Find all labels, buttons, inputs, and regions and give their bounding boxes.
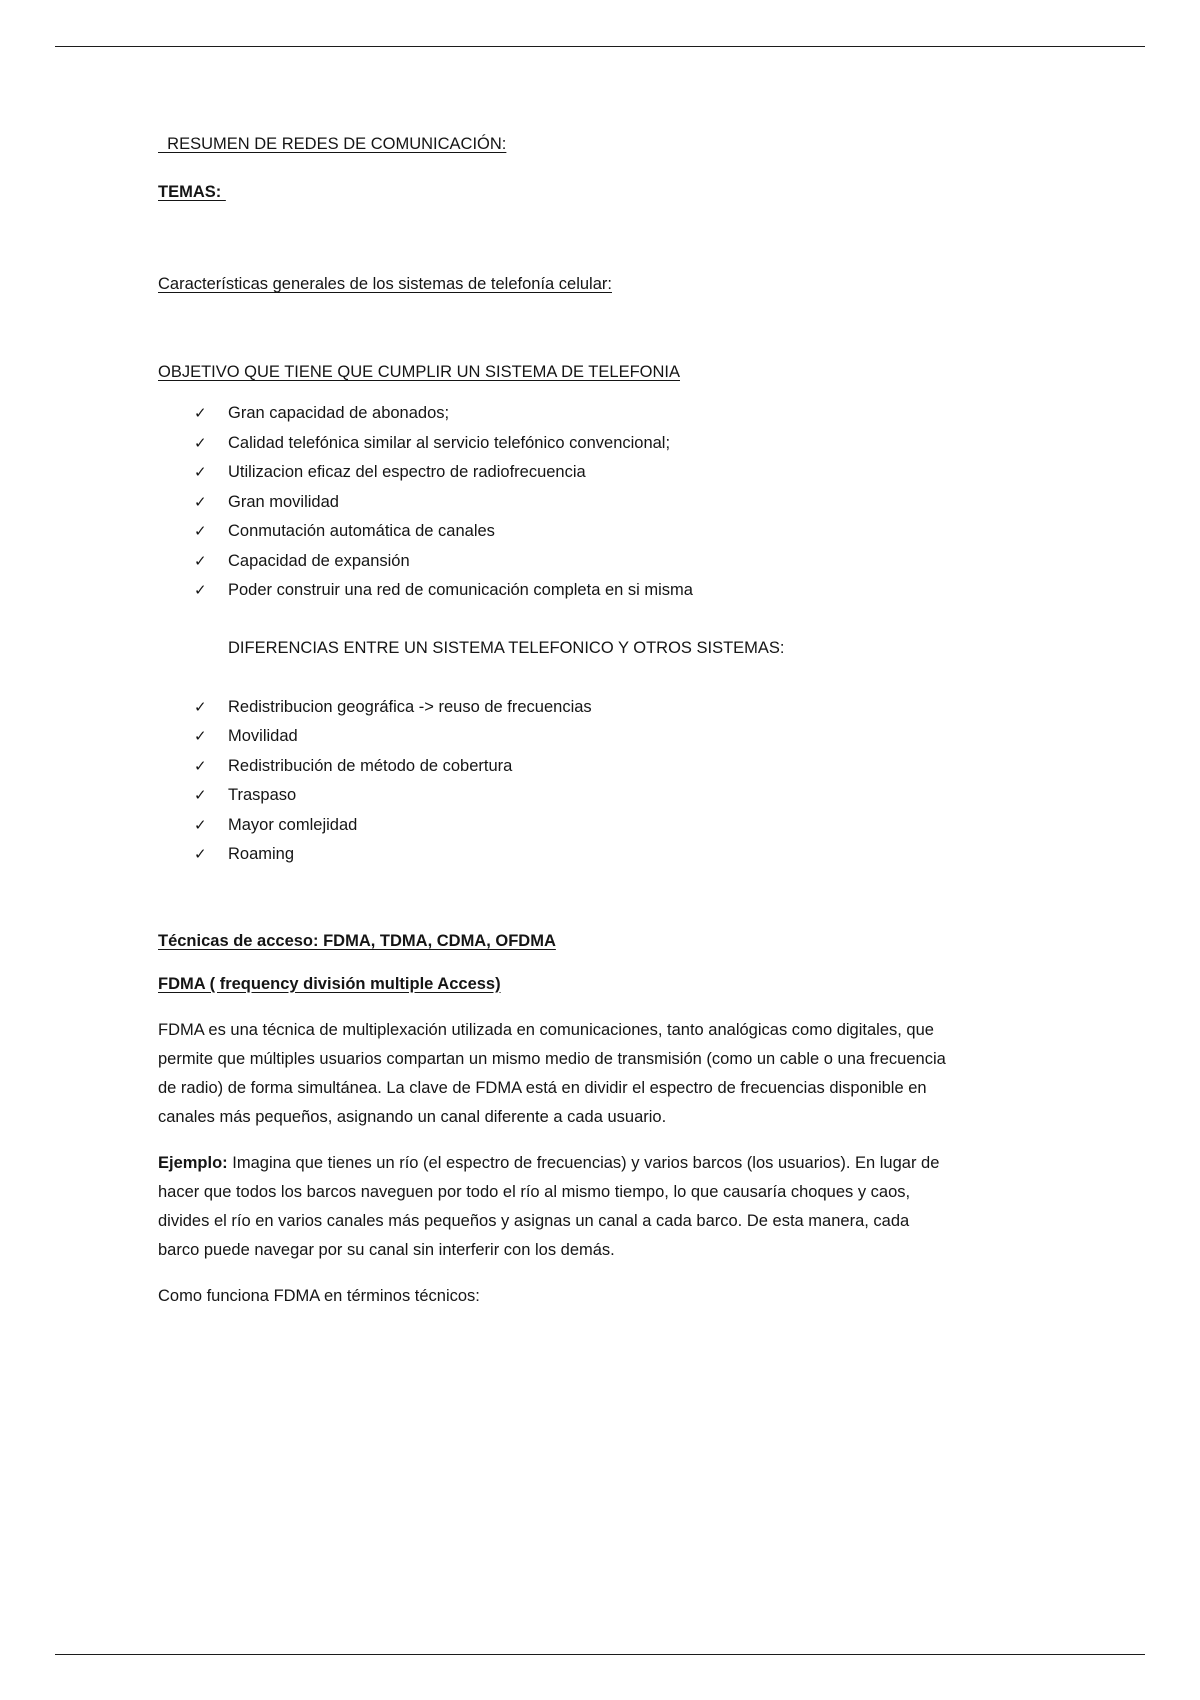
list-item bbox=[158, 781, 950, 811]
diferencias-checklist bbox=[158, 693, 950, 870]
list-item bbox=[158, 488, 950, 518]
temas-heading bbox=[158, 178, 950, 207]
list-item-text: Capacidad de expansión bbox=[228, 551, 410, 570]
list-item-text: Calidad telefónica similar al servicio telefónico convencional; bbox=[228, 433, 671, 452]
check-icon: ✓ bbox=[194, 757, 207, 775]
fdma-heading bbox=[158, 970, 950, 999]
check-icon: ✓ bbox=[194, 523, 207, 540]
list-item-text: Redistribución de método de cobertura bbox=[228, 756, 513, 775]
list-item bbox=[158, 458, 950, 488]
list-item-text: Gran capacidad de abonados; bbox=[228, 404, 450, 422]
list-item bbox=[158, 547, 950, 577]
list-item-text: Redistribucion geográfica -> reuso de frecuencias bbox=[228, 697, 592, 716]
objetivo-checklist bbox=[158, 399, 950, 606]
list-item bbox=[158, 840, 950, 870]
tecnicas-heading-text: Técnicas de acceso: FDMA, TDMA, CDMA, OFDMA bbox=[158, 931, 556, 950]
page-top-rule bbox=[55, 46, 1145, 47]
check-icon: ✓ bbox=[194, 846, 207, 863]
fdma-paragraph: FDMA es una técnica de multiplexación utilizada en comunicaciones, tanto analógicas como digitales, que permite que múltiples usuarios compartan un mismo medio de transmisión (como un cable o una frecuencia de radio) de forma simultánea. La clave de FDMA está en dividir el espectro de frecuencias disponible en canales más pequeños, asignando un canal diferente a cada usuario. bbox=[158, 1020, 946, 1126]
page-bottom-rule bbox=[55, 1654, 1145, 1655]
check-icon: ✓ bbox=[194, 405, 207, 422]
caracteristicas-heading bbox=[158, 270, 950, 299]
document-title-text: RESUMEN DE REDES DE COMUNICACIÓN: bbox=[158, 135, 507, 153]
check-icon: ✓ bbox=[194, 698, 207, 716]
list-item bbox=[158, 429, 950, 459]
objetivo-heading-text: OBJETIVO QUE TIENE QUE CUMPLIR UN SISTEMA DE TELEFONIA bbox=[158, 363, 680, 381]
list-item-text: Poder construir una red de comunicación completa en si misma bbox=[228, 581, 693, 599]
check-icon: ✓ bbox=[194, 493, 207, 511]
document-body bbox=[158, 130, 950, 1311]
list-item-text: Mayor comlejidad bbox=[228, 815, 358, 834]
caracteristicas-heading-text: Características generales de los sistemas de telefonía celular: bbox=[158, 275, 612, 293]
check-icon: ✓ bbox=[194, 464, 207, 481]
list-item bbox=[158, 693, 950, 723]
check-icon: ✓ bbox=[194, 434, 207, 452]
ejemplo-paragraph bbox=[158, 1149, 950, 1265]
list-item bbox=[158, 576, 950, 606]
list-item-text: Roaming bbox=[228, 845, 295, 863]
list-item-text: Gran movilidad bbox=[228, 492, 339, 511]
temas-heading-text: TEMAS: bbox=[158, 183, 226, 201]
list-item-text: Traspaso bbox=[228, 786, 297, 804]
list-item bbox=[158, 811, 950, 841]
document-title bbox=[158, 130, 950, 159]
como-funciona-line: Como funciona FDMA en términos técnicos: bbox=[158, 1286, 480, 1305]
objetivo-heading bbox=[158, 358, 950, 387]
ejemplo-text: Imagina que tienes un río (el espectro de frecuencias) y varios barcos (los usuarios). En lugar de hacer que todos los barcos naveguen por todo el río al mismo tiempo, lo que causaría choques y caos, divides el río en varios canales más pequeños y asignas un canal a cada barco. De esta manera, cada barco puede navegar por su canal sin interferir con los demás. bbox=[158, 1153, 940, 1259]
diferencias-heading: DIFERENCIAS ENTRE UN SISTEMA TELEFONICO Y OTROS SISTEMAS: bbox=[228, 638, 785, 657]
list-item-text: Movilidad bbox=[228, 727, 298, 745]
tecnicas-heading bbox=[158, 927, 950, 956]
fdma-heading-text: FDMA ( frequency división multiple Access) bbox=[158, 974, 501, 993]
check-icon: ✓ bbox=[194, 582, 207, 599]
check-icon: ✓ bbox=[194, 552, 207, 570]
list-item-text: Conmutación automática de canales bbox=[228, 522, 495, 540]
check-icon: ✓ bbox=[194, 728, 207, 745]
list-item bbox=[158, 752, 950, 782]
check-icon: ✓ bbox=[194, 816, 207, 834]
check-icon: ✓ bbox=[194, 787, 207, 804]
list-item bbox=[158, 722, 950, 752]
list-item bbox=[158, 399, 950, 429]
list-item bbox=[158, 517, 950, 547]
ejemplo-label: Ejemplo: bbox=[158, 1153, 228, 1172]
list-item-text: Utilizacion eficaz del espectro de radiofrecuencia bbox=[228, 463, 586, 481]
